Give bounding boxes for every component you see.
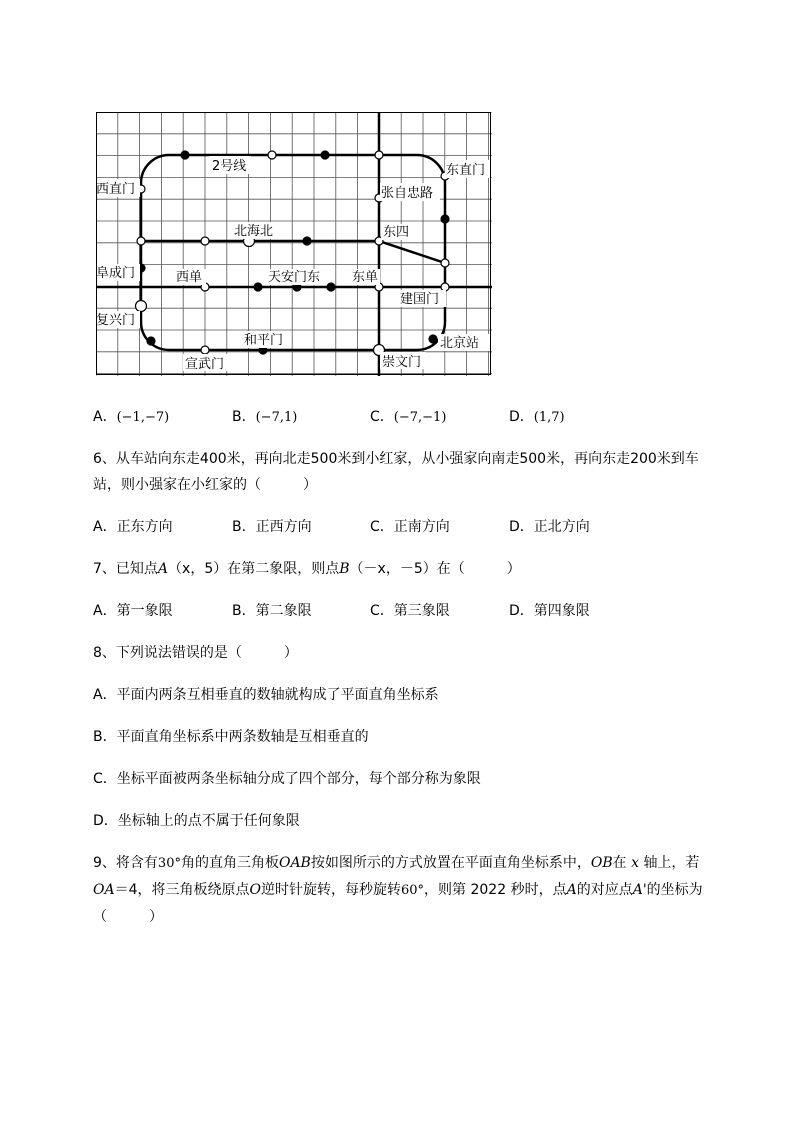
station-dot [441, 215, 449, 223]
q8-option-d[interactable]: D．坐标轴上的点不属于任何象限 [93, 813, 300, 829]
label-jianguomen: 建国门 [400, 292, 440, 307]
label-dongdan: 东单 [352, 270, 379, 285]
q5-option-d[interactable]: D．(1,7) [509, 409, 565, 425]
station-dot [375, 151, 383, 159]
label-fuxingmen: 复兴门 [96, 313, 136, 328]
label-beihaibei: 北海北 [234, 224, 274, 239]
label-tiananmendong: 天安门东 [268, 270, 321, 285]
q5-option-c[interactable]: C．(−7,−1) [370, 409, 447, 425]
q6-option-c[interactable]: C．正南方向 [370, 519, 450, 535]
station-dot [321, 151, 329, 159]
label-zhangzizhonglu: 张自忠路 [381, 186, 434, 201]
label-fuchengmen: 阜成门 [96, 266, 136, 281]
q6-option-a[interactable]: A．正东方向 [93, 519, 173, 535]
label-chongwenmen: 崇文门 [382, 355, 422, 370]
station-fuxingmen [136, 301, 147, 312]
q8-option-c[interactable]: C．坐标平面被两条坐标轴分成了四个部分，每个部分称为象限 [93, 771, 481, 787]
label-dongsi: 东四 [383, 225, 410, 240]
q7-option-c[interactable]: C．第三象限 [370, 603, 450, 619]
q7-stem: 7、已知点A（x，5）在第二象限，则点B（－x，－5）在（ ） [93, 561, 521, 577]
q8-option-a[interactable]: A．平面内两条互相垂直的数轴就构成了平面直角坐标系 [93, 687, 439, 703]
q7-option-b[interactable]: B．第二象限 [232, 603, 312, 619]
q8-stem: 8、下列说法错误的是（ ） [93, 645, 298, 661]
line-label: 2号线 [212, 159, 247, 174]
label-hepingmen: 和平门 [244, 333, 284, 348]
station-dot [181, 151, 189, 159]
label-xuanwumen: 宣武门 [185, 357, 225, 372]
q6-stem-line1: 6、从车站向东走400米，再向北走500米到小红家，从小强家向南走500米，再向东走200米到车 [93, 451, 699, 467]
q7-option-a[interactable]: A．第一象限 [93, 603, 173, 619]
station-jianguomen [441, 283, 449, 291]
station-beijingzhan [429, 335, 437, 343]
label-xizhimen: 西直门 [96, 182, 136, 197]
q7-option-d[interactable]: D．第四象限 [509, 603, 590, 619]
east-branch [379, 241, 445, 263]
q5-option-b[interactable]: B．(−7,1) [232, 409, 298, 425]
station-dot [327, 283, 335, 291]
subway-map-figure [96, 112, 492, 376]
q8-option-b[interactable]: B．平面直角坐标系中两条数轴是互相垂直的 [93, 729, 369, 745]
station-dot [254, 283, 262, 291]
station-dot [441, 259, 449, 267]
station-dot [268, 151, 276, 159]
q6-option-b[interactable]: B．正西方向 [232, 519, 312, 535]
q5-option-a[interactable]: A．(−1,−7) [93, 409, 170, 425]
q9-stem: 9、将含有30°角的直角三角板OAB按如图所示的方式放置在平面直角坐标系中，OB在 x 轴上，若 OA＝4，将三角板绕原点O逆时针旋转，每秒旋转60°，则第 2022 秒时，点A的对应点A'的坐标为 （ ） [93, 855, 703, 925]
station-dot [137, 237, 145, 245]
station-dot [201, 237, 209, 245]
station-dot [303, 237, 311, 245]
label-dongzhimen: 东直门 [446, 163, 486, 178]
label-xidan: 西单 [176, 270, 203, 285]
label-beijingzhan: 北京站 [440, 336, 480, 351]
station-dot [147, 337, 155, 345]
station-xuanwumen [201, 346, 209, 354]
q6-stem-line2: 站，则小强家在小红家的（ ） [93, 477, 317, 493]
q6-option-d[interactable]: D．正北方向 [509, 519, 590, 535]
